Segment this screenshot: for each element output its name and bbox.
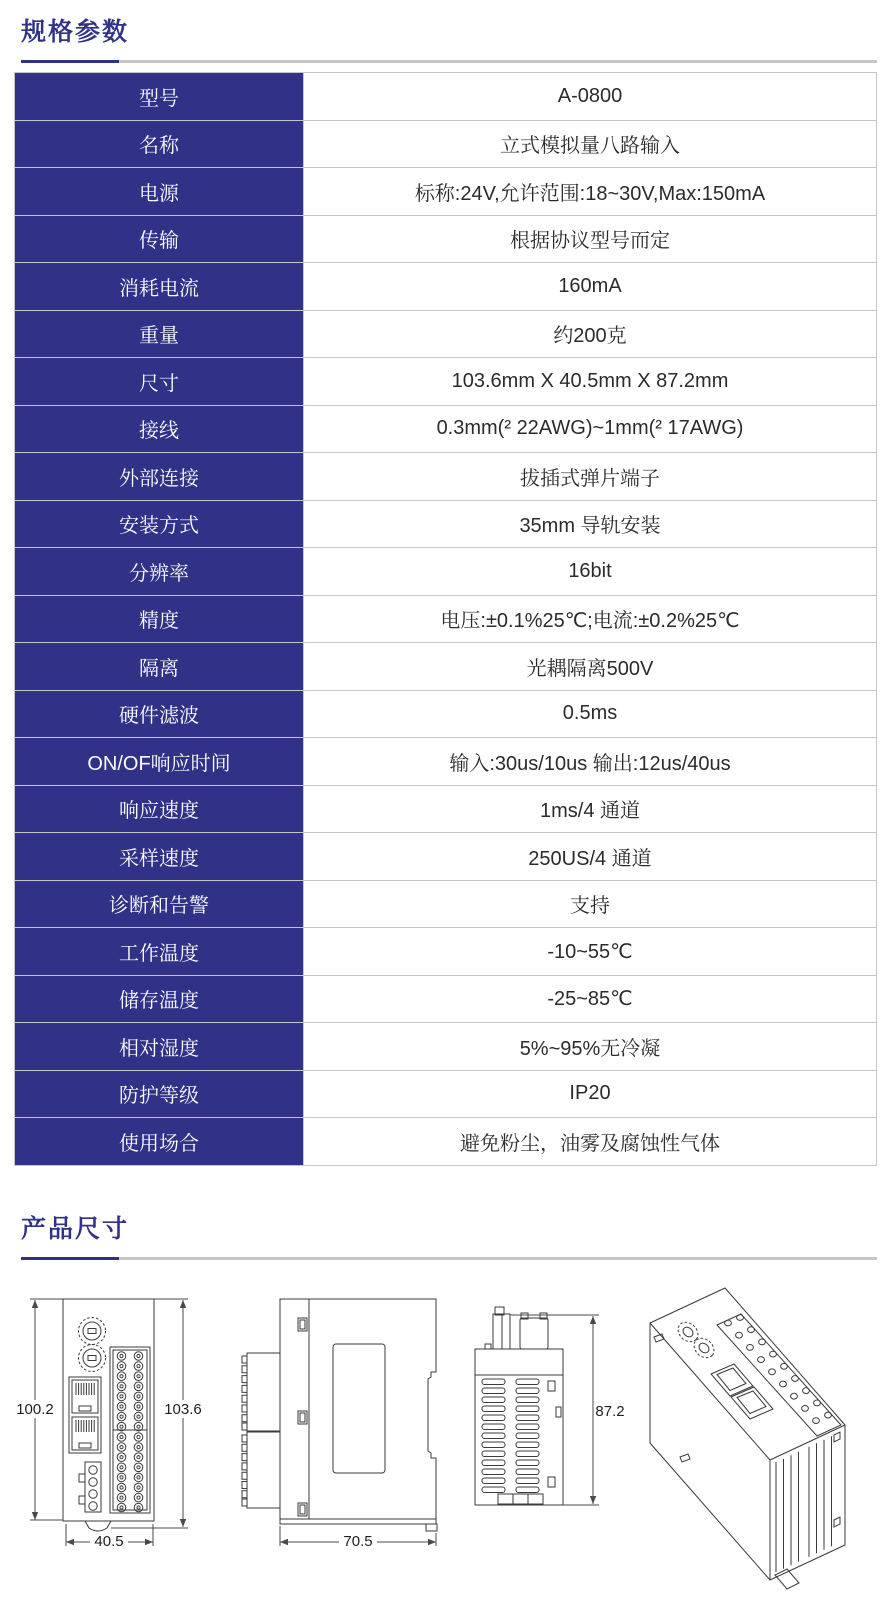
spec-section-title: 规格参数: [21, 18, 130, 46]
spec-label-cell: 相对湿度: [15, 1023, 304, 1071]
spec-label-cell: 尺寸: [15, 358, 304, 406]
spec-label-cell: 响应速度: [15, 785, 304, 833]
dims-section-title: 产品尺寸: [21, 1215, 130, 1243]
spec-label-cell: 防护等级: [15, 1070, 304, 1118]
spec-label-cell: 硬件滤波: [15, 690, 304, 738]
spec-value-cell: 1ms/4 通道: [304, 785, 877, 833]
table-row: [15, 453, 877, 501]
side-view-drawing: [235, 1268, 450, 1568]
table-row: [15, 880, 877, 928]
spec-value-cell: 103.6mm X 40.5mm X 87.2mm: [304, 358, 877, 406]
spec-label-cell: 诊断和告警: [15, 880, 304, 928]
spec-value-cell: 0.5ms: [304, 690, 877, 738]
spec-value-cell: 35mm 导轨安装: [304, 500, 877, 548]
spec-value-cell: 输入:30us/10us 输出:12us/40us: [304, 738, 877, 786]
spec-label-cell: ON/OF响应时间: [15, 738, 304, 786]
dim-side-depth: 70.5: [343, 1533, 373, 1550]
spec-value-cell: 16bit: [304, 548, 877, 596]
table-row: [15, 215, 877, 263]
top-view-drawing: [455, 1268, 627, 1568]
spec-label-cell: 名称: [15, 120, 304, 168]
power-connector-icon: [79, 1462, 101, 1512]
table-row: [15, 120, 877, 168]
table-row: [15, 1118, 877, 1166]
dim-top-height: 87.2: [595, 1403, 625, 1420]
side-terminal-combs: [242, 1353, 280, 1508]
spec-label-cell: 分辨率: [15, 548, 304, 596]
table-row: [15, 690, 877, 738]
spec-section-rule: [21, 60, 877, 63]
table-row: [15, 1023, 877, 1071]
rotary-switch-icon: [79, 1318, 106, 1372]
spec-value-cell: A-0800: [304, 73, 877, 121]
spec-table-body: [15, 73, 877, 1166]
isometric-view-drawing: [625, 1253, 887, 1600]
vent-slots: [482, 1379, 539, 1493]
spec-label-cell: 隔离: [15, 643, 304, 691]
spec-value-cell: IP20: [304, 1070, 877, 1118]
table-row: [15, 310, 877, 358]
spec-value-cell: 支持: [304, 880, 877, 928]
spec-value-cell: 0.3mm(² 22AWG)~1mm(² 17AWG): [304, 405, 877, 453]
dim-front-height-right: 103.6: [164, 1401, 202, 1418]
table-row: [15, 595, 877, 643]
spec-label-cell: 型号: [15, 73, 304, 121]
table-row: [15, 833, 877, 881]
spec-value-cell: 电压:±0.1%25℃;电流:±0.2%25℃: [304, 595, 877, 643]
spec-label-cell: 储存温度: [15, 975, 304, 1023]
table-row: [15, 358, 877, 406]
spec-value-cell: 约200克: [304, 310, 877, 358]
terminal-block-icon: [110, 1347, 150, 1513]
dim-front-height-left: 100.2: [16, 1401, 54, 1418]
table-row: [15, 643, 877, 691]
spec-label-cell: 电源: [15, 168, 304, 216]
spec-value-cell: -10~55℃: [304, 928, 877, 976]
spec-label-cell: 工作温度: [15, 928, 304, 976]
spec-value-cell: 标称:24V,允许范围:18~30V,Max:150mA: [304, 168, 877, 216]
table-row: [15, 73, 877, 121]
top-connectors: [485, 1307, 548, 1349]
spec-value-cell: 5%~95%无冷凝: [304, 1023, 877, 1071]
spec-value-cell: 根据协议型号而定: [304, 215, 877, 263]
spec-label-cell: 使用场合: [15, 1118, 304, 1166]
dim-front-width: 40.5: [94, 1533, 124, 1550]
side-panel-window: [333, 1344, 385, 1473]
table-row: [15, 738, 877, 786]
front-view-drawing: [15, 1268, 230, 1568]
spec-value-cell: 避免粉尘，油雾及腐蚀性气体: [304, 1118, 877, 1166]
spec-label-cell: 重量: [15, 310, 304, 358]
spec-value-cell: 立式模拟量八路输入: [304, 120, 877, 168]
rj45-ports-icon: [69, 1377, 101, 1453]
table-row: [15, 168, 877, 216]
spec-label-cell: 传输: [15, 215, 304, 263]
spec-label-cell: 安装方式: [15, 500, 304, 548]
table-row: [15, 405, 877, 453]
table-row: [15, 928, 877, 976]
table-row: [15, 1070, 877, 1118]
spec-value-cell: -25~85℃: [304, 975, 877, 1023]
table-row: [15, 785, 877, 833]
table-row: [15, 548, 877, 596]
spec-value-cell: 光耦隔离500V: [304, 643, 877, 691]
spec-label-cell: 外部连接: [15, 453, 304, 501]
spec-label-cell: 接线: [15, 405, 304, 453]
table-row: [15, 975, 877, 1023]
table-row: [15, 263, 877, 311]
spec-label-cell: 精度: [15, 595, 304, 643]
spec-table: [14, 72, 877, 1166]
spec-value-cell: 160mA: [304, 263, 877, 311]
spec-label-cell: 采样速度: [15, 833, 304, 881]
spec-value-cell: 250US/4 通道: [304, 833, 877, 881]
table-row: [15, 500, 877, 548]
spec-label-cell: 消耗电流: [15, 263, 304, 311]
spec-value-cell: 拔插式弹片端子: [304, 453, 877, 501]
